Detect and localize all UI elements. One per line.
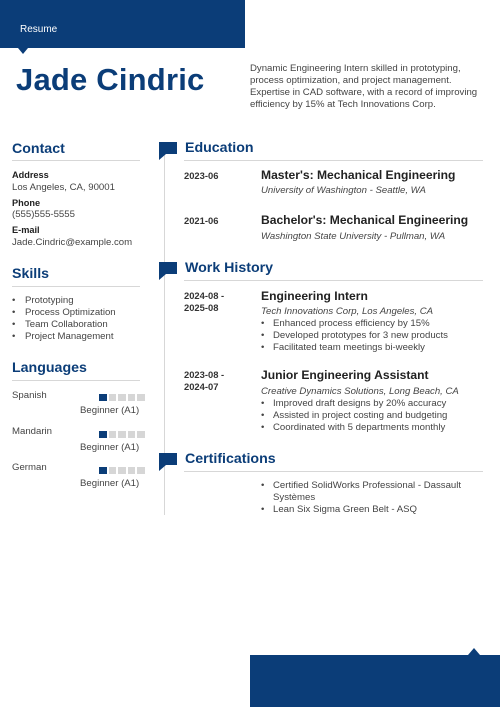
certification-item: • Lean Six Sigma Green Belt - ASQ <box>261 504 483 516</box>
school-name: Washington State University - Pullman, WA <box>261 231 446 242</box>
footer-block <box>250 655 500 707</box>
work-date-start: 2024-08 - <box>184 290 225 301</box>
job-bullet: • Enhanced process efficiency by 15% <box>261 318 448 330</box>
job-title: Engineering Intern <box>261 289 368 303</box>
section-flag-icon <box>159 453 177 471</box>
meter-segment <box>128 467 136 474</box>
degree-title: Master's: Mechanical Engineering <box>261 168 456 182</box>
certifications-rule <box>184 471 483 472</box>
skill-item: • Project Management <box>12 331 116 343</box>
job-bullets <box>261 398 447 434</box>
work-date-end: 2024-07 <box>184 381 219 392</box>
job-bullet: • Developed prototypes for 3 new products <box>261 330 448 342</box>
skill-item: • Team Collaboration <box>12 319 116 331</box>
work-date-start: 2023-08 - <box>184 369 225 380</box>
language-name: Spanish <box>12 390 47 401</box>
section-flag-icon <box>159 262 177 280</box>
skills-heading: Skills <box>12 266 50 282</box>
summary-text: Dynamic Engineering Intern skilled in prototyping, process optimization, and project management. Expertise in CAD software, with a record of improving efficiency by 15% at Tech Innovations Corp. <box>250 63 478 111</box>
skill-item: • Prototyping <box>12 295 116 307</box>
language-meter <box>99 394 145 401</box>
address-value: Los Angeles, CA, 90001 <box>12 182 115 193</box>
language-level: Beginner (A1) <box>80 478 140 489</box>
certifications-heading: Certifications <box>185 451 276 467</box>
contact-rule <box>12 160 140 161</box>
language-meter <box>99 431 145 438</box>
meter-segment <box>128 431 136 438</box>
education-date: 2021-06 <box>184 215 219 226</box>
skills-rule <box>12 286 140 287</box>
company-name: Creative Dynamics Solutions, Long Beach, CA <box>261 386 459 397</box>
education-date: 2023-06 <box>184 170 219 181</box>
school-name: University of Washington - Seattle, WA <box>261 185 426 196</box>
degree-title: Bachelor's: Mechanical Engineering <box>261 213 469 227</box>
header-bar <box>0 0 245 48</box>
phone-label: Phone <box>12 198 41 208</box>
meter-segment <box>137 431 145 438</box>
meter-segment <box>118 467 126 474</box>
job-bullet: • Facilitated team meetings bi-weekly <box>261 342 448 354</box>
meter-segment <box>137 394 145 401</box>
contact-heading: Contact <box>12 141 65 157</box>
phone-value: (555)555-5555 <box>12 209 75 220</box>
languages-heading: Languages <box>12 360 87 376</box>
meter-segment <box>109 431 117 438</box>
resume-tag: Resume <box>20 24 58 35</box>
job-bullet: • Coordinated with 5 departments monthly <box>261 422 447 434</box>
language-meter <box>99 467 145 474</box>
meter-segment <box>128 394 136 401</box>
certification-item: • Certified SolidWorks Professional - Dassault Systèmes <box>261 480 483 504</box>
footer-notch <box>468 648 480 655</box>
job-title: Junior Engineering Assistant <box>261 368 429 382</box>
language-name: Mandarin <box>12 426 52 437</box>
languages-rule <box>12 380 140 381</box>
skills-list <box>12 295 116 343</box>
section-flag-icon <box>159 142 177 160</box>
job-bullet: • Assisted in project costing and budgeting <box>261 410 447 422</box>
meter-segment <box>109 394 117 401</box>
email-value: Jade.Cindric@example.com <box>12 237 133 248</box>
certifications-list <box>261 480 483 516</box>
work-heading: Work History <box>185 260 274 276</box>
meter-segment <box>137 467 145 474</box>
job-bullets <box>261 318 448 354</box>
language-name: German <box>12 462 47 473</box>
meter-segment <box>109 467 117 474</box>
skill-item: • Process Optimization <box>12 307 116 319</box>
education-rule <box>184 160 483 161</box>
meter-segment <box>118 431 126 438</box>
company-name: Tech Innovations Corp, Los Angeles, CA <box>261 306 434 317</box>
language-level: Beginner (A1) <box>80 442 140 453</box>
meter-segment <box>99 431 107 438</box>
work-date-end: 2025-08 <box>184 302 219 313</box>
work-rule <box>184 280 483 281</box>
email-label: E-mail <box>12 225 40 235</box>
job-bullet: • Improved draft designs by 20% accuracy <box>261 398 447 410</box>
header-notch <box>18 48 28 54</box>
candidate-name: Jade Cindric <box>16 62 205 97</box>
meter-segment <box>99 394 107 401</box>
meter-segment <box>99 467 107 474</box>
address-label: Address <box>12 170 49 180</box>
education-heading: Education <box>185 140 254 156</box>
meter-segment <box>118 394 126 401</box>
language-level: Beginner (A1) <box>80 405 140 416</box>
